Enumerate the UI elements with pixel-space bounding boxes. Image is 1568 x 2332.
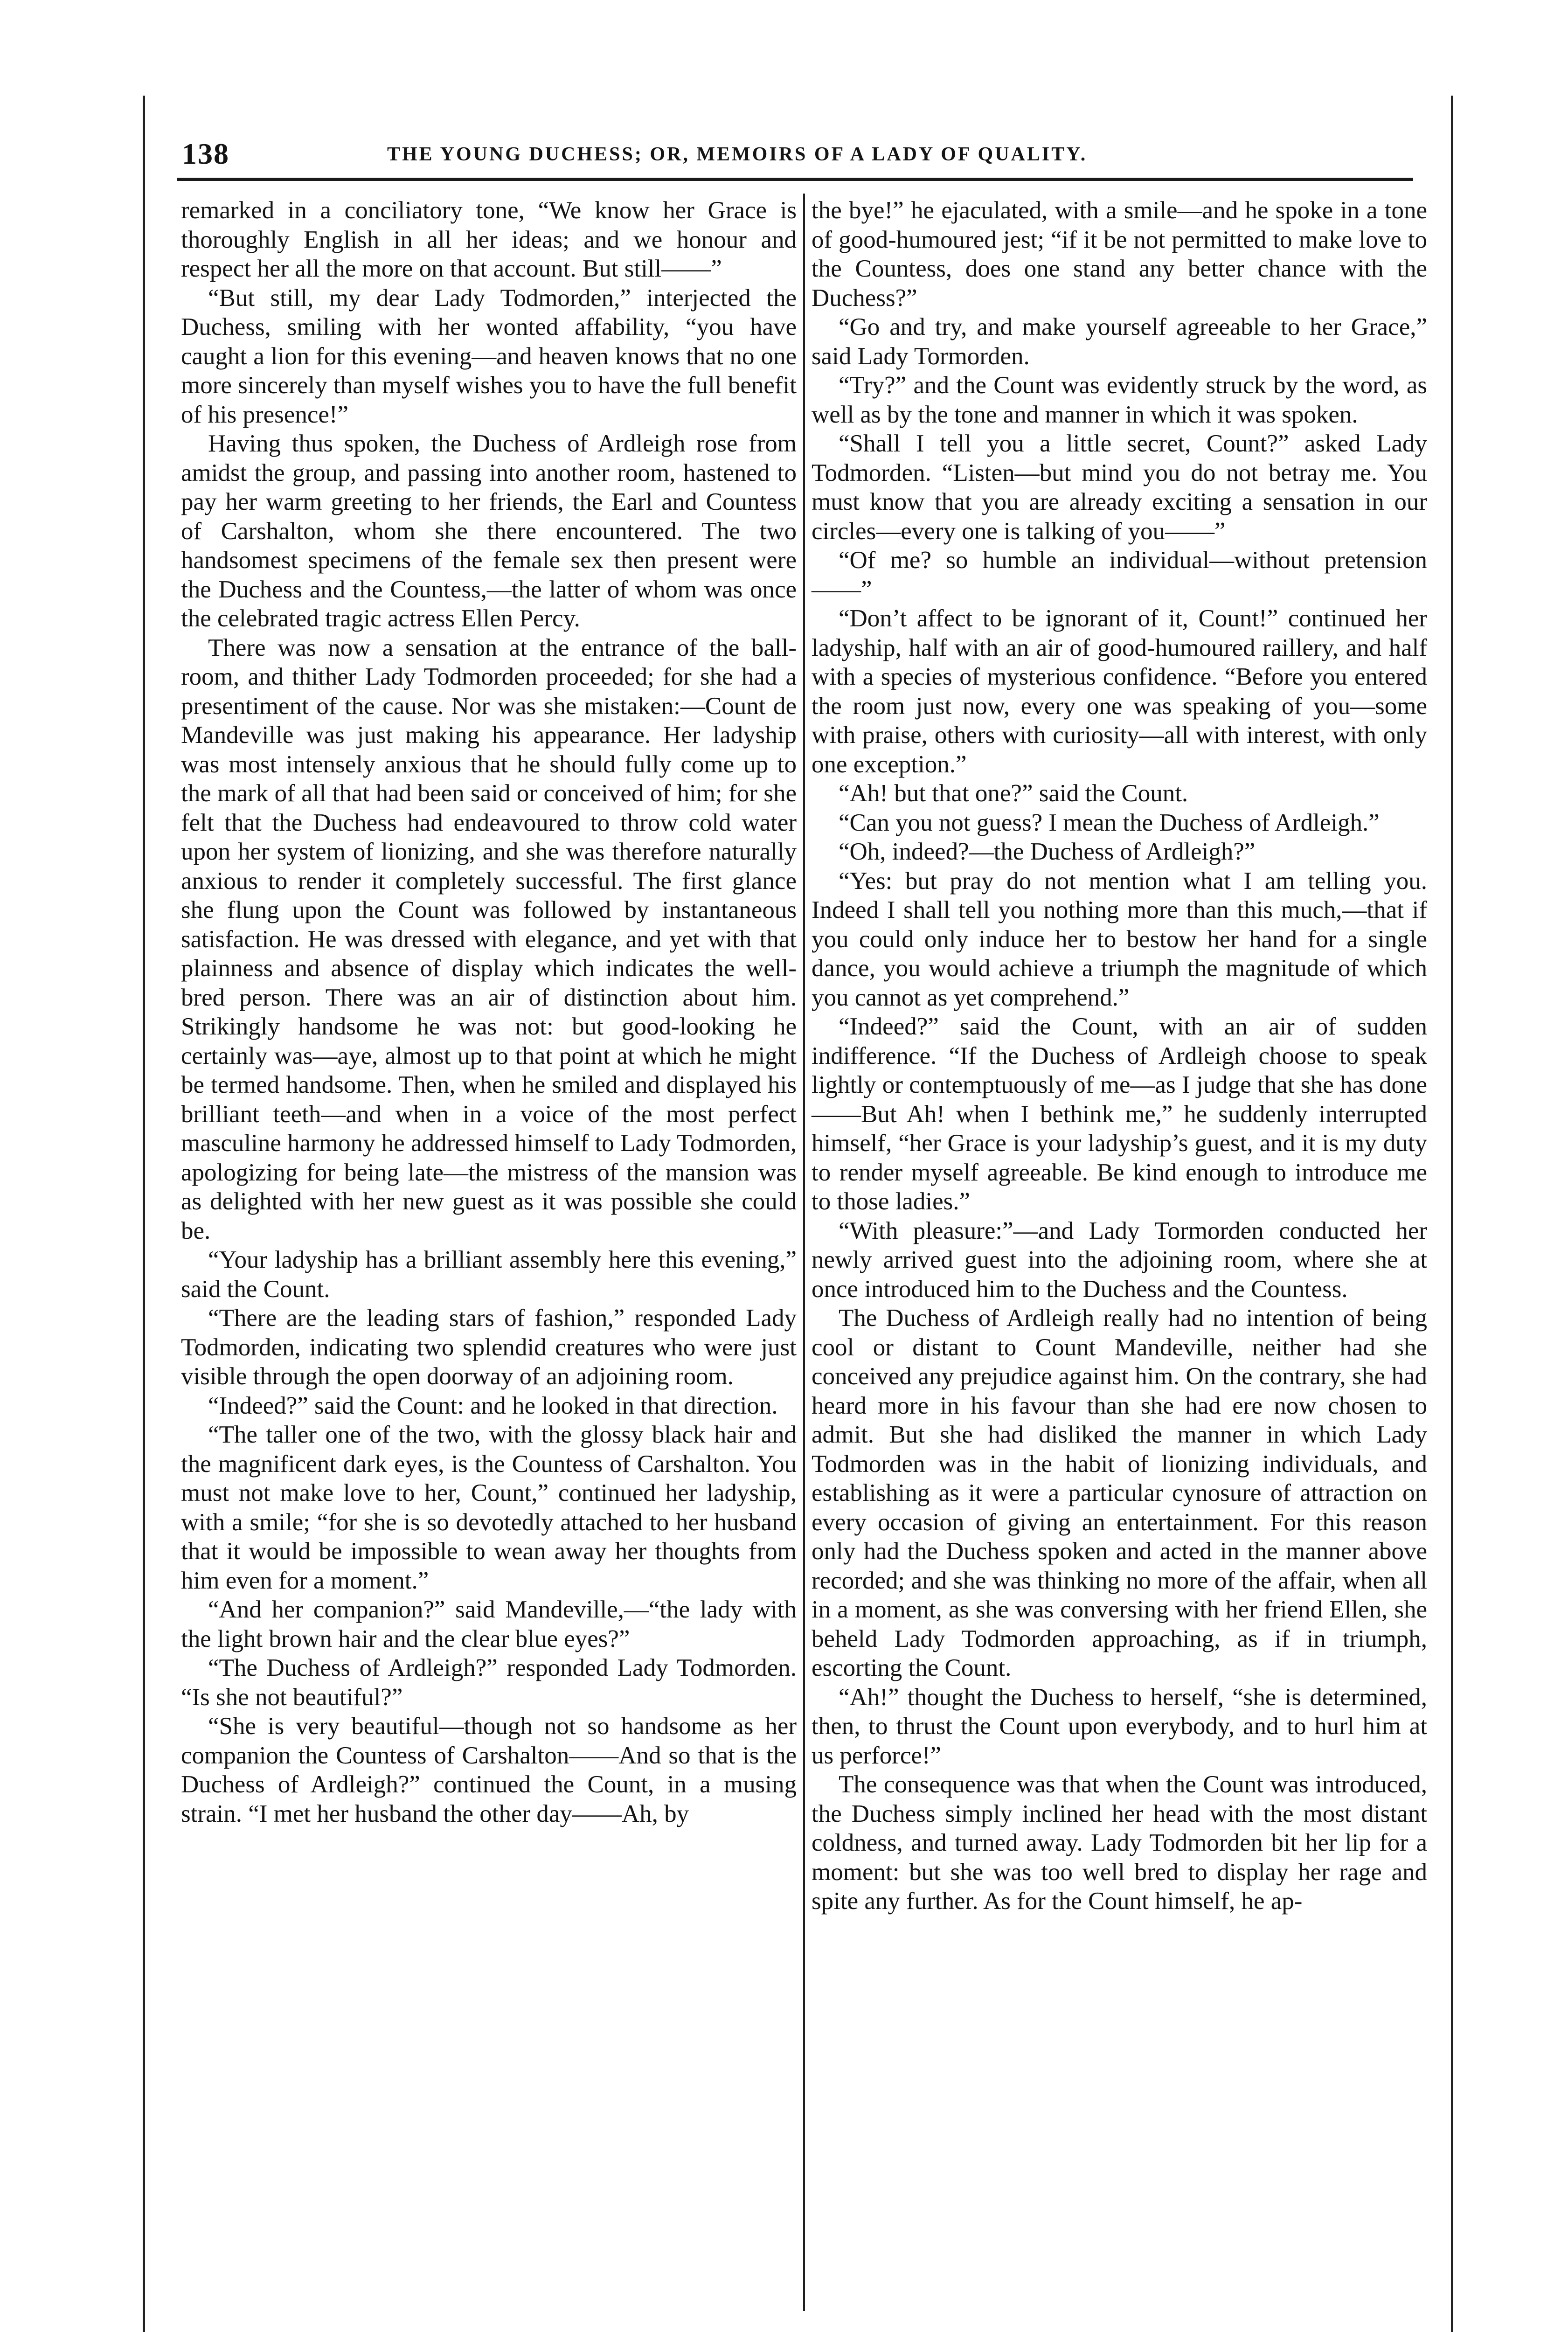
header-rule (177, 178, 1413, 181)
paragraph: “Yes: but pray do not mention what I am telling you. Indeed I shall tell you nothing more than this much,—that if you could only induce her to bestow her hand for a single dance, you would achieve a triumph the magnitude of which you cannot as yet comprehend.” (812, 867, 1427, 1011)
paragraph: Having thus spoken, the Duchess of Ardleigh rose from amidst the group, and passing into another room, hastened to pay her warm greeting to her friends, the Earl and Countess of Carshalton, whom she there encountered. The two handsomest specimens of the female sex then present were the Duchess and the Countess,—the latter of whom was once the celebrated tragic actress Ellen Percy. (181, 430, 797, 632)
paragraph: “And her companion?” said Mandeville,—“the lady with the light brown hair and the clear blue eyes?” (181, 1596, 797, 1652)
paragraph: “Ah! but that one?” said the Count. (839, 780, 1188, 807)
paragraph: The Duchess of Ardleigh really had no intention of being cool or distant to Count Mandeville, neither had she conceived any prejudice against him. On the contrary, she had heard more in his favour than she had ere now chosen to admit. But she had disliked the manner in which Lady Todmorden was in the habit of lionizing individuals, and establishing as it were a particular cynosure of attraction on every occasion of giving an entertainment. For this reason only had the Duchess spoken and acted in the manner above recorded; and she was thinking no more of the affair, when all in a moment, as she was conversing with her friend Ellen, she beheld Lady Todmorden approaching, as if in triumph, escorting the Count. (812, 1305, 1427, 1681)
paragraph: “Try?” and the Count was evidently struck by the word, as well as by the tone and manner in which it was spoken. (812, 372, 1427, 428)
paragraph: The consequence was that when the Count was introduced, the Duchess simply inclined her head with the most distant coldness, and turned away. Lady Todmorden bit her lip for a moment: but she was too well bred to display her rage and spite any further. As for the Count himself, he ap- (812, 1771, 1427, 1915)
left-column (181, 196, 797, 1828)
paragraph: “Can you not guess? I mean the Duchess of Ardleigh.” (839, 809, 1380, 836)
paragraph: the bye!” he ejaculated, with a smile—and he spoke in a tone of good-humoured jest; “if it be not permitted to make love to the Countess, does one stand any better chance with the Duchess?” (812, 197, 1427, 312)
paragraph: remarked in a conciliatory tone, “We know her Grace is thoroughly English in all her ideas; and we honour and respect her all the more on that account. But still——” (181, 197, 797, 282)
paragraph: “Oh, indeed?—the Duchess of Ardleigh?” (839, 838, 1256, 865)
running-title: THE YOUNG DUCHESS; OR, MEMOIRS OF A LADY OF QUALITY. (387, 144, 1088, 165)
paragraph: “Don’t affect to be ignorant of it, Count!” continued her ladyship, half with an air of good-humoured raillery, and half with a species of mysterious confidence. “Before you entered the room just now, every one was speaking of you—some with praise, others with curiosity—all with interest, with only one exception.” (812, 605, 1427, 778)
paragraph: “Indeed?” said the Count: and he looked in that direction. (208, 1392, 778, 1419)
right-column (812, 196, 1427, 1916)
paragraph: “With pleasure:”—and Lady Tormorden conducted her newly arrived guest into the adjoining room, where she at once introduced him to the Duchess and the Countess. (812, 1217, 1427, 1303)
paragraph: “There are the leading stars of fashion,” responded Lady Todmorden, indicating two splendid creatures who were just visible through the open doorway of an adjoining room. (181, 1305, 797, 1390)
page-number: 138 (182, 137, 229, 170)
paragraph: There was now a sensation at the entrance of the ball-room, and thither Lady Todmorden proceeded; for she had a presentiment of the cause. Nor was she mistaken:—Count de Mandeville was just making his appearance. Her ladyship was most intensely anxious that he should fully come up to the mark of all that had been said or conceived of him; for she felt that the Duchess had endeavoured to throw cold water upon her system of lionizing, and she was therefore naturally anxious to render it completely successful. The first glance she flung upon the Count was followed by instantaneous satisfaction. He was dressed with elegance, and yet with that plainness and absence of display which indicates the well-bred person. There was an air of distinction about him. Strikingly handsome he was not: but good-looking he certainly was—aye, almost up to that point at which he might be termed handsome. Then, when he smiled and displayed his brilliant teeth—and when in a voice of the most perfect masculine harmony he addressed himself to Lady Todmorden, apologizing for being late—the mistress of the mansion was as delighted with her new guest as it was possible she could be. (181, 634, 797, 1244)
paragraph: “Shall I tell you a little secret, Count?” asked Lady Todmorden. “Listen—but mind you do not betray me. You must know that you are already exciting a sensation in our circles—every one is talking of you——” (812, 430, 1427, 545)
paragraph: “She is very beautiful—though not so handsome as her companion the Countess of Carshalton——And so that is the Duchess of Ardleigh?” continued the Count, in a musing strain. “I met her husband the other day——Ah, by (181, 1713, 797, 1827)
column-divider (803, 194, 805, 2311)
paragraph: “But still, my dear Lady Todmorden,” interjected the Duchess, smiling with her wonted affability, “you have caught a lion for this evening—and heaven knows that no one more sincerely than myself wishes you to have the full benefit of his presence!” (181, 284, 797, 428)
paragraph: “Your ladyship has a brilliant assembly here this evening,” said the Count. (181, 1246, 797, 1303)
paragraph: “Go and try, and make yourself agreeable to her Grace,” said Lady Tormorden. (812, 313, 1427, 370)
paragraph: “Ah!” thought the Duchess to herself, “she is determined, then, to thrust the Count upon everybody, and to hurl him at us perforce!” (812, 1683, 1427, 1769)
paragraph: “The Duchess of Ardleigh?” responded Lady Todmorden. “Is she not beautiful?” (181, 1654, 797, 1711)
paragraph: “The taller one of the two, with the glossy black hair and the magnificent dark eyes, is the Countess of Carshalton. You must not make love to her, Count,” continued her ladyship, with a smile; “for she is so devotedly attached to her husband that it would be impossible to wean away her thoughts from him even for a moment.” (181, 1421, 797, 1594)
page-header (177, 133, 1413, 184)
paragraph: “Of me? so humble an individual—without pretension——” (812, 547, 1427, 603)
paragraph: “Indeed?” said the Count, with an air of sudden indifference. “If the Duchess of Ardleigh choose to speak lightly or contemptuously of me—as I judge that she has done——But Ah! when I bethink me,” he suddenly interrupted himself, “her Grace is your ladyship’s guest, and it is my duty to render myself agreeable. Be kind enough to introduce me to those ladies.” (812, 1013, 1427, 1215)
